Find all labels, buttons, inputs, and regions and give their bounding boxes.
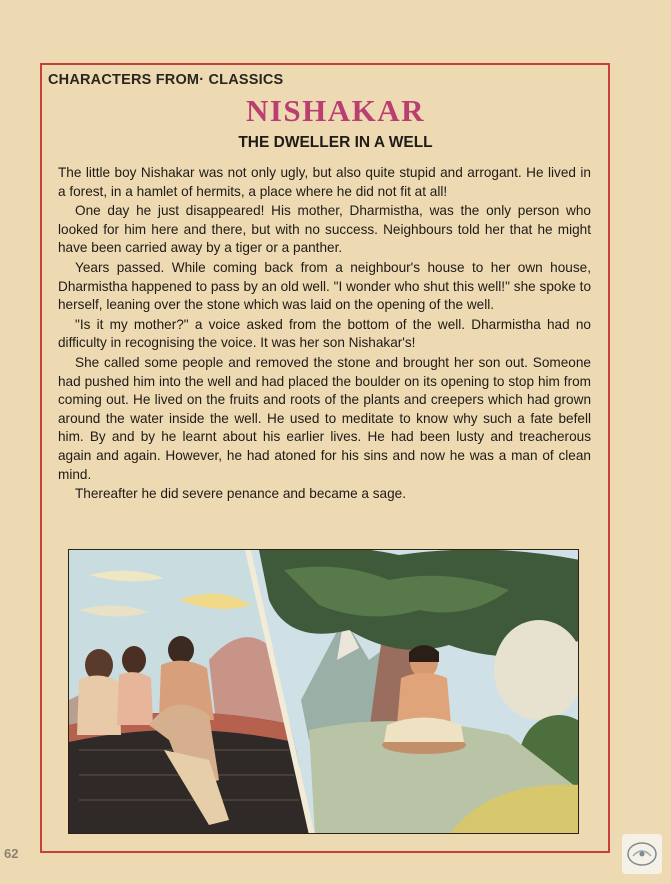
paragraph: "Is it my mother?" a voice asked from the bottom of the well. Dharmistha had no difficulty in recognising the voice. It was her son Nishakar's! xyxy=(58,316,591,351)
series-heading: CHARACTERS FROM· CLASSICS xyxy=(48,72,284,88)
publisher-logo xyxy=(622,834,662,874)
story-illustration xyxy=(68,549,579,834)
paragraph: Thereafter he did severe penance and became a sage. xyxy=(75,486,407,502)
story-subtitle: THE DWELLER IN A WELL xyxy=(238,134,433,151)
paragraph: One day he just disappeared! His mother, Dharmistha, was the only person who looked for him here and there, but with no success. Neighbours told her that he might have been carried away by a tiger or a panther. xyxy=(58,203,591,256)
paragraph: She called some people and removed the stone and brought her son out. Someone had pushed him into the well and had placed the boulder on its opening to stop him from coming out. He lived on the fruits and roots of the plants and creepers which had grown around the water inside the well. He used to meditate to know why such a fate befell him. By and by he learnt about his earlier lives. He had been lusty and treacherous again and again. However, he had atoned for his sins and now he was a man of clean mind. xyxy=(58,354,591,482)
story-title: NISHAKAR xyxy=(245,93,426,128)
story-text xyxy=(58,164,591,504)
paragraph: Years passed. While coming back from a neighbour's house to her own house, Dharmistha happened to pass by an old well. "I wonder who shut this well!" she spoke to herself, leaning over the stone which was laid on the opening of the well. xyxy=(58,259,591,313)
paragraph: The little boy Nishakar was not only ugly, but also quite stupid and arrogant. He lived in a forest, in a hamlet of hermits, a place where he did not fit at all! xyxy=(58,165,591,199)
page-number: 62 xyxy=(4,846,19,861)
